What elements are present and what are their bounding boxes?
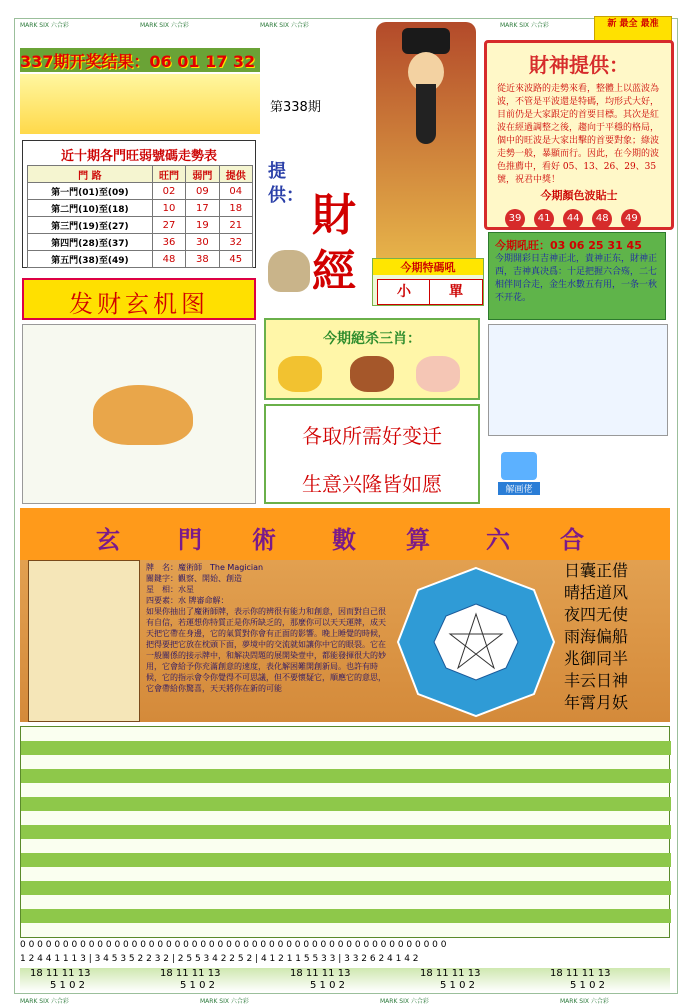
gift-icon — [501, 452, 537, 480]
xuanmen-panel — [20, 560, 670, 722]
grid-row — [21, 741, 671, 755]
grid-row — [21, 867, 671, 881]
xuanmen-char: 門 — [178, 525, 202, 554]
trend-table — [27, 165, 253, 268]
kill-three-box — [264, 318, 480, 400]
motto-line: 生意兴隆皆如愿 — [302, 472, 442, 496]
table-row — [28, 217, 253, 234]
caishen-tip-subtitle: 今期顏色波貼士 — [540, 189, 618, 202]
poem-line: 丰云日神 — [564, 671, 629, 690]
motto-box — [264, 404, 480, 504]
grid-row — [21, 783, 671, 797]
col-header: 旺門 — [152, 166, 185, 183]
cell: 27 — [152, 217, 185, 234]
digit-row: 1 2 4 4 1 1 1 3 | 3 4 5 3 5 2 2 3 2 | 2 5 5 3 4 2 2 5 2 | 4 1 2 1 1 5 5 3 3 | 3 3 2 6 2 4 1 4 2 — [20, 954, 419, 964]
color-ball-row — [505, 206, 645, 229]
special-code-box — [372, 258, 484, 306]
poem-line: 日囊正借 — [564, 561, 629, 580]
color-ball: 41 — [534, 209, 554, 229]
grid-row — [21, 881, 671, 895]
poem-line: 兆御同半 — [564, 649, 629, 668]
col-header: 提供 — [219, 166, 252, 183]
grid-row — [21, 853, 671, 867]
special-code-title: 今期特碼吼 — [373, 259, 483, 275]
cell: 02 — [152, 183, 185, 200]
grid-row — [21, 811, 671, 825]
strip-cell: 18 11 11 13 — [290, 968, 351, 979]
puzzle-picture-right — [488, 324, 668, 436]
watermark-bottom-4: MARK SIX 六合彩 — [560, 998, 609, 1005]
col-header: 門 路 — [28, 166, 153, 183]
tarot-text: 牌 名：魔術師 The Magician 關鍵字：觀察、開始、創造 星 相：水星 四要素：水 牌審命解： 如果你抽出了魔術師牌，表示你的辨很有能力和創意，因而對自己很有自信，若運想你特質正是你所缺乏的，那麼你可以天天運牌，成天天把它帶在身邊，它的氣質對你會有正面的影響。晚上睡覺的時候，把得要把它放在枕頭下面，夢境中的交流就如讓你中它的眼裂。它在一般關係的接示牌中，和解决問題的展開染壹中，都能發揮很大的妙用，它會給予你充滿創意的速度，表化解困難開創新局。也許有時候，它的指示會令你覺得不可思議，但不要懷疑它，順應它的意思，它會帶給你驚喜，天天將你在新的可能 — [146, 563, 386, 693]
cell: 17 — [186, 200, 219, 217]
xuanmen-char: 六 — [486, 525, 510, 554]
strip-cell: 18 11 11 13 — [420, 968, 481, 979]
table-row — [28, 234, 253, 251]
col-header: 弱門 — [186, 166, 219, 183]
wealth-god-illustration — [376, 22, 476, 262]
green-tip-box — [488, 232, 666, 320]
watermark-top-3: MARK SIX 六合彩 — [260, 22, 309, 29]
row-label: 第五門(38)至(49) — [28, 251, 153, 268]
cell: 30 — [186, 234, 219, 251]
duck-illustration — [93, 385, 193, 445]
cell: 04 — [219, 183, 252, 200]
xuanmen-char: 術 — [252, 525, 276, 554]
result-line: 337期开奖结果：06 01 17 32 — [20, 52, 256, 71]
kill-three-title: 今期絕杀三肖： — [323, 331, 421, 347]
row-label: 第三門(19)至(27) — [28, 217, 153, 234]
cell: 36 — [152, 234, 185, 251]
grid-row — [21, 909, 671, 923]
color-ball: 44 — [563, 209, 583, 229]
strip-cell: 5 1 0 2 — [440, 980, 475, 991]
watermark-bottom-3: MARK SIX 六合彩 — [380, 998, 429, 1005]
caishen-tip-title: 財神提供： — [529, 53, 629, 77]
tigong-label: 提供： — [268, 161, 304, 206]
tracking-grid — [20, 726, 670, 938]
zero-row: 0 0 0 0 0 0 0 0 0 0 0 0 0 0 0 0 0 0 0 0 0 0 0 0 0 0 0 0 0 0 0 0 0 0 0 0 0 0 0 0 0 0 0 0 0 0 0 0 0 0 — [20, 940, 447, 950]
fachai-title: 发财玄机图 — [69, 290, 209, 318]
strip-cell: 18 11 11 13 — [550, 968, 611, 979]
green-tip-line: 今期吼旺：03 06 25 31 45 — [495, 239, 642, 252]
special-code-cell: 單 — [429, 279, 483, 305]
watermark-top-2: MARK SIX 六合彩 — [140, 22, 189, 29]
watermark-bottom-2: MARK SIX 六合彩 — [200, 998, 249, 1005]
cell: 38 — [186, 251, 219, 268]
watermark-top: MARK SIX 六合彩 — [20, 22, 69, 29]
trend-table-box — [22, 140, 256, 268]
xuanmen-char: 合 — [560, 525, 584, 554]
row-label: 第二門(10)至(18) — [28, 200, 153, 217]
grid-row — [21, 825, 671, 839]
grid-row — [21, 755, 671, 769]
row-label: 第四門(28)至(37) — [28, 234, 153, 251]
cell: 09 — [186, 183, 219, 200]
cell: 21 — [219, 217, 252, 234]
strip-cell: 5 1 0 2 — [50, 980, 85, 991]
caishen-tip-box — [484, 40, 674, 230]
zodiac-wheel — [394, 564, 558, 720]
cell: 19 — [186, 217, 219, 234]
xuanmen-char: 數 — [332, 525, 356, 554]
poem-line: 年霄月妖 — [564, 693, 629, 712]
color-ball: 49 — [621, 209, 641, 229]
poem-line: 晴括道风 — [564, 583, 629, 602]
grid-row — [21, 923, 671, 937]
poem-line: 雨海偏船 — [564, 627, 629, 646]
strip-cell: 5 1 0 2 — [180, 980, 215, 991]
xuanmen-banner — [20, 508, 670, 560]
watermark-top-4: MARK SIX 六合彩 — [500, 22, 549, 29]
table-row — [28, 200, 253, 217]
table-row — [28, 183, 253, 200]
horse-icon — [350, 356, 394, 392]
strip-cell: 5 1 0 2 — [310, 980, 345, 991]
watermark-bottom: MARK SIX 六合彩 — [20, 998, 69, 1005]
xuanmen-char: 玄 — [96, 525, 120, 554]
grid-row — [21, 895, 671, 909]
strip-cell: 5 1 0 2 — [570, 980, 605, 991]
cell: 45 — [219, 251, 252, 268]
xuanmen-char: 算 — [406, 525, 430, 554]
cell: 32 — [219, 234, 252, 251]
result-bar — [20, 48, 260, 72]
trend-table-title: 近十期各門旺弱號碼走勢表 — [60, 149, 217, 164]
yellow-banner — [20, 74, 260, 134]
new-badge: 新 最全 最准 — [594, 16, 672, 46]
hat-shape — [402, 28, 450, 54]
pig-icon — [416, 356, 460, 392]
grid-row — [21, 769, 671, 783]
cell: 48 — [152, 251, 185, 268]
special-code-cell: 小 — [377, 279, 431, 305]
motto-line: 各取所需好变迁 — [302, 424, 442, 448]
row-label: 第一門(01)至(09) — [28, 183, 153, 200]
dragon-icon — [278, 356, 322, 392]
cell: 18 — [219, 200, 252, 217]
poem-block — [564, 560, 664, 714]
cell: 10 — [152, 200, 185, 217]
strip-cell: 18 11 11 13 — [30, 968, 91, 979]
strip-cell: 18 11 11 13 — [160, 968, 221, 979]
jiemi-label: 解画佬 — [498, 482, 540, 495]
fachai-banner — [22, 278, 256, 320]
caishen-tip-body: 從近來波路的走勢來看，整體上以蓝波為波，不管是平波還是特碼，均形式大好，目前仍是大家跟定的首要目標。其次是紅波在經過調整之後，趨向于平穩的格局，個中的旺波是大家出擊的首要對象；綠波走勢一般，暴顯而行。因此，在今期的波色推薦中，看好 05、13、26、29、35號，祝君中獎！ — [497, 84, 660, 185]
color-ball: 39 — [505, 209, 525, 229]
grid-row — [21, 839, 671, 853]
grid-row — [21, 727, 671, 741]
green-tip-body: 今期開彩日吉神正北，貴神正东，財神正西，吉神真决爲：十足把握六合殇，二七相伴同合走，金生水數五有用，一条一秋不开花。 — [495, 254, 658, 303]
poem-line: 夜四无使 — [564, 605, 629, 624]
rabbit-icon — [268, 250, 310, 292]
bottom-strip — [20, 968, 670, 992]
caijing-title: 財經 — [312, 190, 356, 297]
beard-shape — [416, 84, 436, 144]
color-ball: 48 — [592, 209, 612, 229]
jiemi-button[interactable] — [498, 452, 540, 498]
table-row — [28, 251, 253, 268]
issue-number: 第338期 — [270, 100, 321, 115]
tarot-card — [28, 560, 140, 722]
grid-row — [21, 797, 671, 811]
puzzle-picture-left — [22, 324, 256, 504]
